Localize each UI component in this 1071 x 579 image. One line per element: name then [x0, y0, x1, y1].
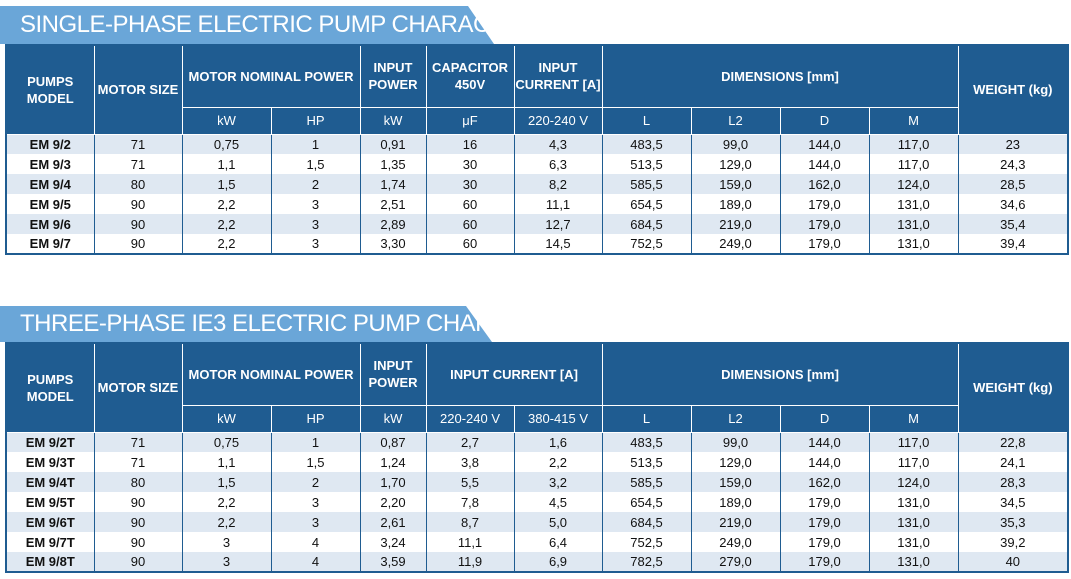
table-cell: 752,5	[602, 234, 691, 254]
table-cell: 131,0	[869, 512, 958, 532]
subheader: L	[602, 405, 691, 432]
table-cell: 71	[94, 134, 182, 154]
table-cell: 90	[94, 512, 182, 532]
table-cell: 219,0	[691, 512, 780, 532]
table-cell: 2,7	[426, 432, 514, 452]
subheader: kW	[360, 107, 426, 134]
three-phase-table	[5, 342, 1069, 573]
table-cell: 60	[426, 214, 514, 234]
table-cell: 684,5	[602, 512, 691, 532]
table-cell: 90	[94, 492, 182, 512]
table-cell: 23	[958, 134, 1068, 154]
table-row	[6, 234, 1068, 254]
table-cell: 90	[94, 532, 182, 552]
table-cell: 124,0	[869, 472, 958, 492]
table-cell: 90	[94, 234, 182, 254]
table-cell: 14,5	[514, 234, 602, 254]
table-cell: 80	[94, 472, 182, 492]
header-input-power: INPUT POWER	[360, 45, 426, 107]
subheader: HP	[271, 405, 360, 432]
table-cell: 0,91	[360, 134, 426, 154]
header-pumps-model: PUMPS MODEL	[6, 343, 94, 432]
table-cell: 1,5	[271, 154, 360, 174]
table-cell: 22,8	[958, 432, 1068, 452]
table-cell: 40	[958, 552, 1068, 572]
table-cell: 219,0	[691, 214, 780, 234]
subheader: 220-240 V	[514, 107, 602, 134]
table-cell: 162,0	[780, 472, 869, 492]
table-cell: 1,74	[360, 174, 426, 194]
subheader: M	[869, 405, 958, 432]
table-cell: 2,2	[182, 512, 271, 532]
table-cell: 1,24	[360, 452, 426, 472]
header-input-current: INPUT CURRENT [A]	[426, 343, 602, 405]
table-cell: 4	[271, 552, 360, 572]
table-cell: 60	[426, 234, 514, 254]
table-cell: 189,0	[691, 194, 780, 214]
table-cell: 5,5	[426, 472, 514, 492]
table-cell: 129,0	[691, 452, 780, 472]
table-cell: 35,3	[958, 512, 1068, 532]
table-cell: 1,5	[271, 452, 360, 472]
table-cell: 1,6	[514, 432, 602, 452]
table-cell: 179,0	[780, 512, 869, 532]
table-cell: 1	[271, 134, 360, 154]
table-cell: 2,61	[360, 512, 426, 532]
subheader: kW	[360, 405, 426, 432]
table-cell: 179,0	[780, 194, 869, 214]
table-cell: 3,24	[360, 532, 426, 552]
header-motor-size: MOTOR SIZE	[94, 343, 182, 432]
table-cell: 129,0	[691, 154, 780, 174]
table-row	[6, 492, 1068, 512]
table-cell: 2,2	[514, 452, 602, 472]
subheader: D	[780, 107, 869, 134]
table-cell: 249,0	[691, 234, 780, 254]
table-cell: 35,4	[958, 214, 1068, 234]
table-row	[6, 512, 1068, 532]
table-cell: 483,5	[602, 134, 691, 154]
table-cell: 90	[94, 214, 182, 234]
pump-model-cell: EM 9/8T	[6, 552, 94, 572]
table-row	[6, 154, 1068, 174]
table-cell: 2,51	[360, 194, 426, 214]
subheader: 220-240 V	[426, 405, 514, 432]
table-row	[6, 134, 1068, 154]
table-cell: 30	[426, 174, 514, 194]
table-row	[6, 472, 1068, 492]
table-cell: 2,2	[182, 234, 271, 254]
table-cell: 124,0	[869, 174, 958, 194]
subheader: D	[780, 405, 869, 432]
table-cell: 1,1	[182, 452, 271, 472]
table-cell: 117,0	[869, 154, 958, 174]
subheader: M	[869, 107, 958, 134]
table-cell: 90	[94, 194, 182, 214]
header-motor-nominal-power: MOTOR NOMINAL POWER	[182, 45, 360, 107]
table-cell: 0,87	[360, 432, 426, 452]
table-cell: 24,3	[958, 154, 1068, 174]
subheader: L2	[691, 107, 780, 134]
table-cell: 39,4	[958, 234, 1068, 254]
table-cell: 3	[271, 234, 360, 254]
table-cell: 11,9	[426, 552, 514, 572]
table-cell: 131,0	[869, 492, 958, 512]
table-row	[6, 174, 1068, 194]
table-cell: 513,5	[602, 154, 691, 174]
single-phase-title: SINGLE-PHASE ELECTRIC PUMP CHARACTERISTICS	[20, 11, 611, 38]
table-cell: 4	[271, 532, 360, 552]
header-dimensions: DIMENSIONS [mm]	[602, 45, 958, 107]
table-cell: 24,1	[958, 452, 1068, 472]
header-weight: WEIGHT (kg)	[958, 343, 1068, 432]
pump-model-cell: EM 9/7	[6, 234, 94, 254]
table-cell: 3,8	[426, 452, 514, 472]
pump-model-cell: EM 9/5	[6, 194, 94, 214]
subheader: kW	[182, 107, 271, 134]
header-input-current: INPUT CURRENT [A]	[514, 45, 602, 107]
table-cell: 144,0	[780, 134, 869, 154]
subheader: L2	[691, 405, 780, 432]
table-cell: 3	[271, 214, 360, 234]
pump-model-cell: EM 9/3T	[6, 452, 94, 472]
table-cell: 0,75	[182, 432, 271, 452]
table-cell: 99,0	[691, 134, 780, 154]
table-cell: 585,5	[602, 174, 691, 194]
table-cell: 782,5	[602, 552, 691, 572]
table-cell: 80	[94, 174, 182, 194]
header-motor-size: MOTOR SIZE	[94, 45, 182, 134]
table-cell: 39,2	[958, 532, 1068, 552]
table-cell: 8,2	[514, 174, 602, 194]
table-cell: 7,8	[426, 492, 514, 512]
table-cell: 11,1	[426, 532, 514, 552]
table-cell: 159,0	[691, 174, 780, 194]
pump-model-cell: EM 9/4T	[6, 472, 94, 492]
table-row	[6, 452, 1068, 472]
table-cell: 2	[271, 174, 360, 194]
table-cell: 3	[271, 492, 360, 512]
table-cell: 71	[94, 432, 182, 452]
table-cell: 117,0	[869, 134, 958, 154]
table-cell: 585,5	[602, 472, 691, 492]
table-cell: 2,89	[360, 214, 426, 234]
table-cell: 1,5	[182, 472, 271, 492]
table-cell: 131,0	[869, 234, 958, 254]
table-cell: 12,7	[514, 214, 602, 234]
table-cell: 5,0	[514, 512, 602, 532]
pump-model-cell: EM 9/6	[6, 214, 94, 234]
header-weight: WEIGHT (kg)	[958, 45, 1068, 134]
table-cell: 179,0	[780, 234, 869, 254]
table-cell: 2,2	[182, 194, 271, 214]
pump-model-cell: EM 9/5T	[6, 492, 94, 512]
table-cell: 16	[426, 134, 514, 154]
table-cell: 6,3	[514, 154, 602, 174]
table-cell: 60	[426, 194, 514, 214]
table-cell: 249,0	[691, 532, 780, 552]
table-cell: 2,2	[182, 492, 271, 512]
table-cell: 3	[271, 194, 360, 214]
table-cell: 179,0	[780, 532, 869, 552]
table-cell: 90	[94, 552, 182, 572]
single-phase-table	[5, 44, 1069, 255]
table-cell: 34,5	[958, 492, 1068, 512]
table-cell: 179,0	[780, 214, 869, 234]
table-cell: 752,5	[602, 532, 691, 552]
table-row	[6, 552, 1068, 572]
table-cell: 117,0	[869, 452, 958, 472]
header-pumps-model: PUMPS MODEL	[6, 45, 94, 134]
header-input-power: INPUT POWER	[360, 343, 426, 405]
table-cell: 1,70	[360, 472, 426, 492]
table-cell: 144,0	[780, 452, 869, 472]
header-dimensions: DIMENSIONS [mm]	[602, 343, 958, 405]
pump-model-cell: EM 9/6T	[6, 512, 94, 532]
table-cell: 144,0	[780, 154, 869, 174]
table-cell: 513,5	[602, 452, 691, 472]
table-cell: 1,1	[182, 154, 271, 174]
table-cell: 6,4	[514, 532, 602, 552]
subheader: L	[602, 107, 691, 134]
table-cell: 1,35	[360, 154, 426, 174]
table-cell: 34,6	[958, 194, 1068, 214]
subheader: μF	[426, 107, 514, 134]
table-cell: 4,3	[514, 134, 602, 154]
table-row	[6, 214, 1068, 234]
table-cell: 179,0	[780, 492, 869, 512]
table-cell: 6,9	[514, 552, 602, 572]
table-cell: 179,0	[780, 552, 869, 572]
table-cell: 162,0	[780, 174, 869, 194]
table-cell: 131,0	[869, 552, 958, 572]
table-cell: 144,0	[780, 432, 869, 452]
pump-model-cell: EM 9/4	[6, 174, 94, 194]
table-cell: 71	[94, 452, 182, 472]
table-cell: 131,0	[869, 194, 958, 214]
table-row	[6, 194, 1068, 214]
subheader: 380-415 V	[514, 405, 602, 432]
table-cell: 3	[182, 552, 271, 572]
subheader: kW	[182, 405, 271, 432]
table-cell: 30	[426, 154, 514, 174]
table-cell: 3,30	[360, 234, 426, 254]
header-motor-nominal-power: MOTOR NOMINAL POWER	[182, 343, 360, 405]
table-cell: 159,0	[691, 472, 780, 492]
table-cell: 28,3	[958, 472, 1068, 492]
table-cell: 279,0	[691, 552, 780, 572]
table-cell: 189,0	[691, 492, 780, 512]
table-cell: 1,5	[182, 174, 271, 194]
table-cell: 131,0	[869, 214, 958, 234]
table-cell: 3,59	[360, 552, 426, 572]
pump-model-cell: EM 9/2T	[6, 432, 94, 452]
table-cell: 0,75	[182, 134, 271, 154]
table-cell: 131,0	[869, 532, 958, 552]
pump-model-cell: EM 9/2	[6, 134, 94, 154]
table-cell: 2,2	[182, 214, 271, 234]
table-cell: 28,5	[958, 174, 1068, 194]
table-cell: 99,0	[691, 432, 780, 452]
table-cell: 3,2	[514, 472, 602, 492]
table-row	[6, 432, 1068, 452]
table-cell: 2,20	[360, 492, 426, 512]
table-cell: 1	[271, 432, 360, 452]
table-cell: 117,0	[869, 432, 958, 452]
table-cell: 483,5	[602, 432, 691, 452]
three-phase-title: THREE-PHASE IE3 ELECTRIC PUMP CHARACTERISTICS	[20, 310, 646, 337]
table-cell: 3	[271, 512, 360, 532]
table-cell: 11,1	[514, 194, 602, 214]
table-cell: 2	[271, 472, 360, 492]
subheader: HP	[271, 107, 360, 134]
table-cell: 71	[94, 154, 182, 174]
pump-model-cell: EM 9/7T	[6, 532, 94, 552]
table-cell: 8,7	[426, 512, 514, 532]
table-row	[6, 532, 1068, 552]
table-cell: 3	[182, 532, 271, 552]
table-cell: 654,5	[602, 492, 691, 512]
table-cell: 4,5	[514, 492, 602, 512]
table-cell: 654,5	[602, 194, 691, 214]
header-capacitor: CAPACITOR 450V	[426, 45, 514, 107]
pump-model-cell: EM 9/3	[6, 154, 94, 174]
table-cell: 684,5	[602, 214, 691, 234]
